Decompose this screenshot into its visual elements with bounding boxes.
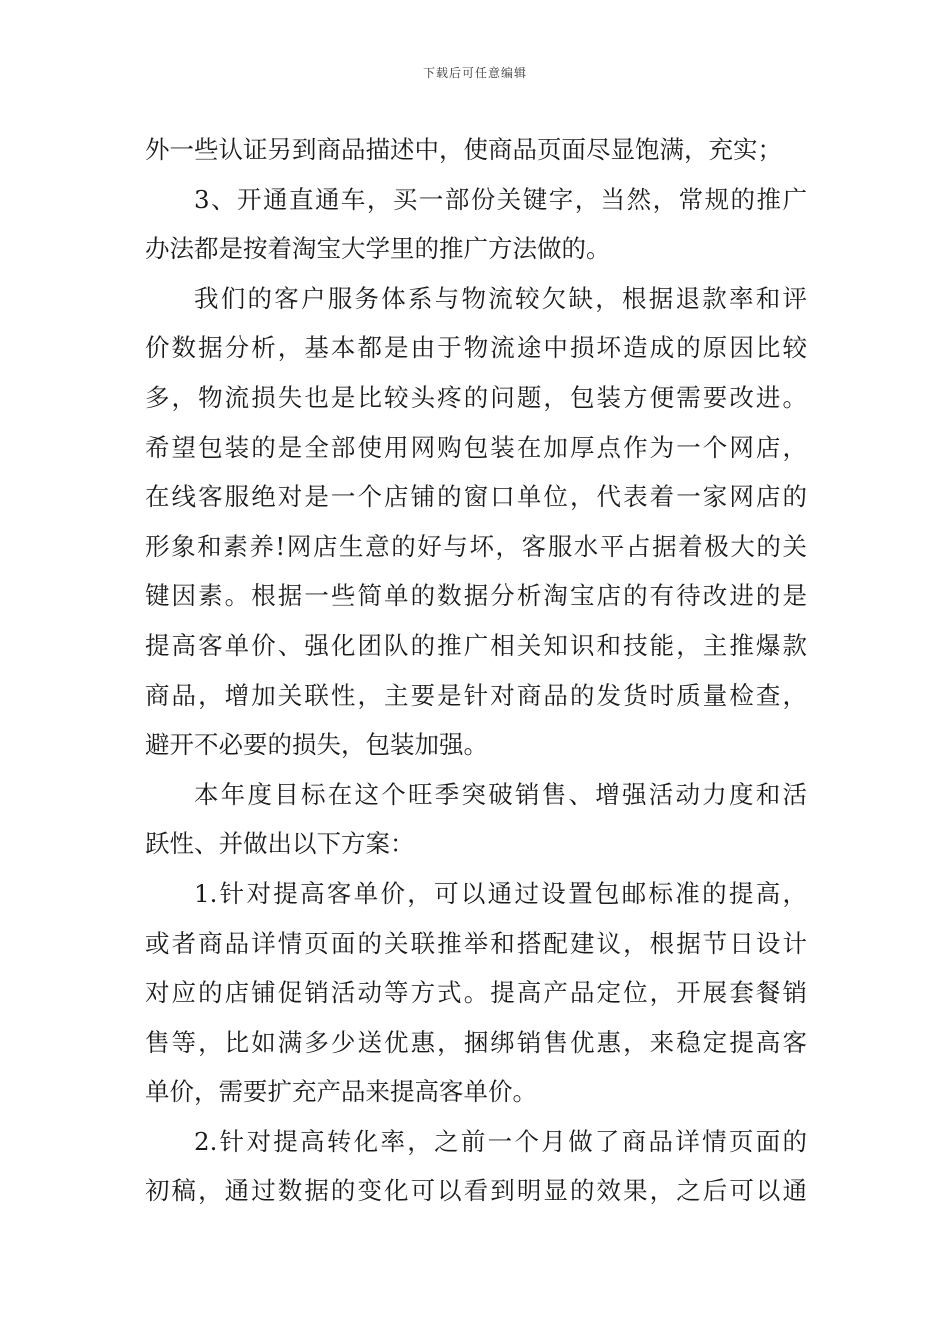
text-line: 价数据分析，基本都是由于物流途中损坏造成的原因比较 [145, 333, 807, 363]
text-line: 3、开通直通车，买一部份关键字，当然，常规的推广 [194, 184, 807, 214]
page-header-note: 下载后可任意编辑 [422, 66, 527, 80]
text-line: 形象和素养!网店生意的好与坏，客服水平占据着极大的关 [145, 531, 807, 561]
text-line: 外一些认证另到商品描述中，使商品页面尽显饱满，充实； [145, 135, 782, 164]
text-line: 跃性、并做出以下方案： [145, 829, 415, 859]
text-line: 对应的店铺促销活动等方式。提高产品定位，开展套餐销 [145, 978, 807, 1008]
text-line: 我们的客户服务体系与物流较欠缺，根据退款率和评 [194, 283, 807, 313]
text-line: 单价，需要扩充产品来提高客单价。 [145, 1077, 537, 1107]
body-text [145, 125, 807, 1216]
text-line: 或者商品详情页面的关联推举和搭配建议，根据节日设计 [145, 928, 807, 958]
text-line: 希望包装的是全部使用网购包装在加厚点作为一个网店， [145, 432, 807, 462]
text-line: 多，物流损失也是比较头疼的问题，包装方便需要改进。 [145, 382, 807, 412]
text-line: 办法都是按着淘宝大学里的推广方法做的。 [145, 234, 611, 264]
text-line: 初稿，通过数据的变化可以看到明显的效果，之后可以通 [145, 1176, 807, 1206]
text-line: 本年度目标在这个旺季突破销售、增强活动力度和活 [194, 779, 807, 809]
text-line: 在线客服绝对是一个店铺的窗口单位，代表着一家网店的 [145, 482, 807, 512]
text-line: 1.针对提高客单价，可以通过设置包邮标准的提高， [194, 878, 807, 908]
text-line: 键因素。根据一些简单的数据分析淘宝店的有待改进的是 [145, 581, 807, 611]
text-line: 避开不必要的损失，包装加强。 [145, 730, 488, 760]
text-line: 售等，比如满多少送优惠，捆绑销售优惠，来稳定提高客 [145, 1027, 807, 1057]
text-line: 商品，增加关联性，主要是针对商品的发货时质量检查， [145, 680, 807, 710]
text-line: 2.针对提高转化率，之前一个月做了商品详情页面的 [194, 1126, 807, 1156]
text-line: 提高客单价、强化团队的推广相关知识和技能，主推爆款 [145, 630, 807, 660]
